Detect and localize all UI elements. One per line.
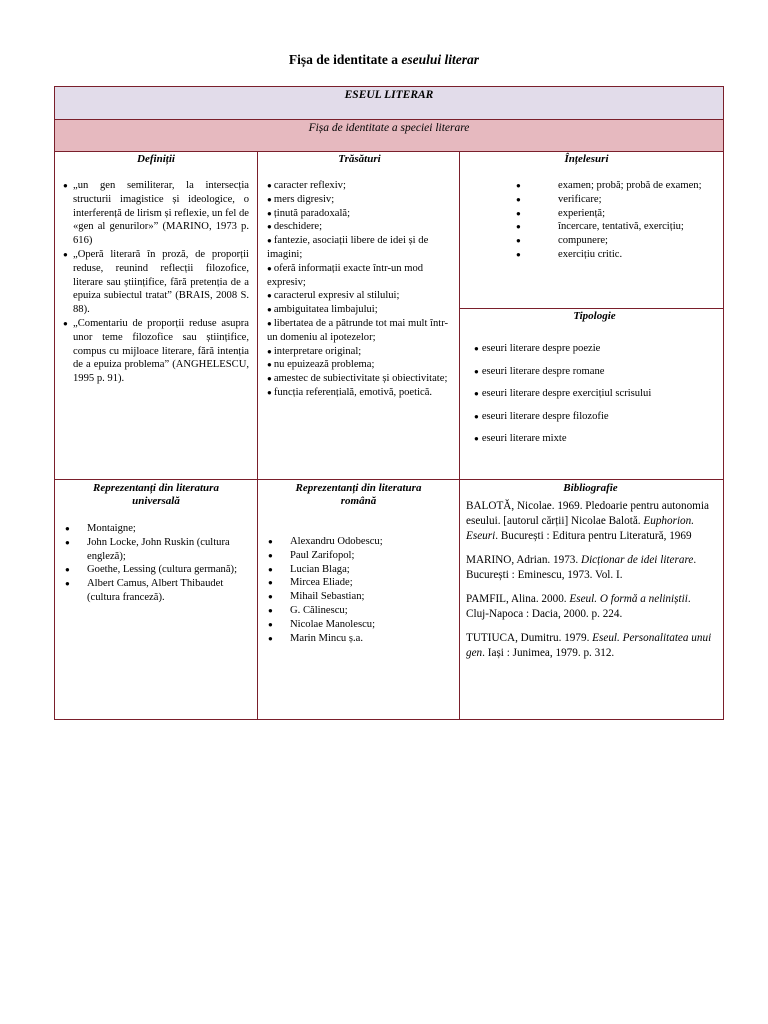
trasaturi-list xyxy=(267,179,452,400)
list-item: ● caracter reflexiv; xyxy=(267,180,346,191)
header-band-fisa xyxy=(55,120,723,152)
list-item: ● mers digresiv; xyxy=(267,193,335,205)
rep-romana-cell xyxy=(258,480,459,720)
list-item: ● deschidere; xyxy=(267,221,323,233)
definitii-heading: Definiții xyxy=(137,153,175,165)
intelesuri-heading: Înțelesuri xyxy=(564,153,609,165)
list-item: ● exercițiu critic. xyxy=(514,248,713,262)
list-item: ● nu epuizează problema; xyxy=(267,359,375,371)
list-item: ● eseuri literare mixte xyxy=(474,433,567,445)
list-item: ● John Locke, John Ruskin (cultura engleză); xyxy=(63,536,249,564)
rep-romana-heading: Reprezentanți din literatura română xyxy=(295,482,422,507)
list-item: ● Nicolae Manolescu; xyxy=(266,618,451,632)
rep-universala-list xyxy=(63,522,249,605)
identity-sheet-table xyxy=(54,86,724,720)
list-item: ● oferă informații exacte într-un mod expresiv; xyxy=(267,262,424,288)
bibliography-entry: TUTIUCA, Dumitru. 1979. Eseul. Personalitatea unui gen. Iași : Junimea, 1979. p. 312. xyxy=(466,632,712,659)
rep-universala-cell xyxy=(55,480,257,720)
list-item: ● „un gen semiliterar, la intersecția structurii imagistice și ideologice, o interferență de lirism și reflexie, un fel de «gen al genurilor»” (MARINO, 1973 p. 616) xyxy=(63,179,249,248)
list-item: ● eseuri literare despre exercițiul scrisului xyxy=(474,388,652,400)
header-title: ESEUL LITERAR xyxy=(344,89,434,101)
trasaturi-heading: Trăsături xyxy=(338,153,381,165)
header-subtitle: Fișa de identitate a speciei literare xyxy=(308,122,470,134)
list-item: ● ținută paradoxală; xyxy=(267,207,351,219)
list-item: ● eseuri literare despre romane xyxy=(474,365,605,377)
list-item: ● Albert Camus, Albert Thibaudet (cultura franceză). xyxy=(63,577,249,605)
list-item: ● ambiguitatea limbajului; xyxy=(267,304,378,316)
list-item: ● funcția referențială, emotivă, poetică. xyxy=(267,386,433,398)
rep-universala-heading: Reprezentanți din literatura universală xyxy=(93,482,219,507)
list-item: ● Lucian Blaga; xyxy=(266,563,451,577)
trasaturi-cell xyxy=(258,152,459,479)
list-item: ● Mihail Sebastian; xyxy=(266,590,451,604)
list-item: ● examen; probă; probă de examen; xyxy=(514,179,713,193)
bibliography-entry: PAMFIL, Alina. 2000. Eseul. O formă a neliniștii. Cluj-Napoca : Dacia, 2000. p. 224. xyxy=(466,593,691,620)
list-item: ● experiență; xyxy=(514,207,713,221)
tipologie-heading: Tipologie xyxy=(573,310,616,322)
list-item: ● Goethe, Lessing (cultura germană); xyxy=(63,563,249,577)
rep-romana-list xyxy=(266,535,451,645)
list-item: ● Paul Zarifopol; xyxy=(266,549,451,563)
list-item: ● eseuri literare despre poezie xyxy=(474,343,601,354)
list-item: ● caracterul expresiv al stilului; xyxy=(267,290,400,302)
list-item: ● amestec de subiectivitate și obiectivitate; xyxy=(267,373,448,385)
definitii-list xyxy=(63,179,249,386)
intelesuri-cell xyxy=(460,152,723,308)
list-item: ● încercare, tentativă, exercițiu; xyxy=(514,220,713,234)
list-item: ● interpretare original; xyxy=(267,345,362,357)
bibliography-entry: MARINO, Adrian. 1973. Dicționar de idei literare. București : Eminescu, 1973. Vol. I. xyxy=(466,554,697,581)
document-title-main: Fișa de identitate a xyxy=(288,52,402,67)
list-item: ● compunere; xyxy=(514,234,713,248)
bibliografie-heading: Bibliografie xyxy=(563,482,618,494)
list-item: ● verificare; xyxy=(514,193,713,207)
list-item: ● fantezie, asociații libere de idei și de imagini; xyxy=(267,235,429,260)
intelesuri-list xyxy=(514,179,713,262)
list-item: ● Mircea Eliade; xyxy=(266,576,451,590)
list-item: ● „Comentariu de proporții reduse asupra unor teme filozofice sau științifice, compus cu mijloace literare, fără intenția de a epuiza problema” (ANGHELESCU, 1995 p. 91). xyxy=(63,317,249,386)
definitii-cell xyxy=(55,152,257,479)
list-item: ● libertatea de a pătrunde tot mai mult într-un domeniu al ipotezelor; xyxy=(267,317,449,343)
tipologie-list xyxy=(474,342,715,446)
list-item: ● Montaigne; xyxy=(63,522,249,536)
document-title-italic: eseului literar xyxy=(401,52,480,67)
document-title xyxy=(0,52,768,68)
list-item: ● Alexandru Odobescu; xyxy=(266,535,451,549)
bibliografie-cell xyxy=(460,480,723,720)
list-item: ● Marin Mincu ș.a. xyxy=(266,632,451,646)
tipologie-cell xyxy=(460,309,723,479)
list-item: ● G. Călinescu; xyxy=(266,604,451,618)
bibliography-entry: BALOTĂ, Nicolae. 1969. Pledoarie pentru autonomia eseului. [autorul cărții] Nicolae Balotă. Euphorion. Eseuri. București : Editura pentru Literatură, 1969 xyxy=(466,500,709,542)
header-band-eseul-literar xyxy=(55,87,723,120)
list-item: ● eseuri literare despre filozofie xyxy=(474,410,609,422)
list-item: ● „Operă literară în proză, de proporții reduse, reunind reflecții filozofice, literare sau științifice, fără pretenția de a epuiza subiectul tratat” (BRAIS, 2008 S. 88). xyxy=(63,248,249,317)
